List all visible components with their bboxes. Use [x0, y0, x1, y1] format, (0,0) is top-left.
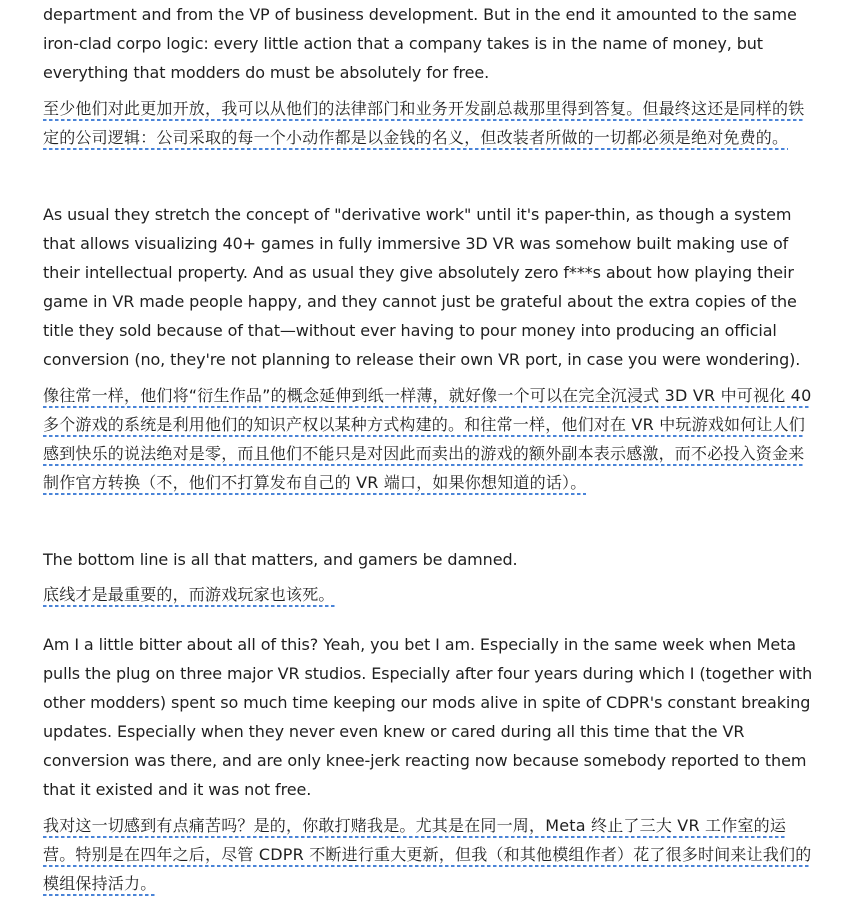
paragraph-english: As usual they stretch the concept of "derivative work" until it's paper-thin, as though a system that allows visualizing 40+ games in fully immersive 3D VR was somehow built making use of their intellectual property. And as usual they give absolutely zero f***s about how playing their game in VR made people happy, and they cannot just be grateful about the extra copies of the title they sold because of that—without ever having to pour money into producing an official conversion (no, they're not planning to release their own VR port, in case you were wondering). — [43, 205, 801, 369]
paragraph-translation — [43, 381, 815, 497]
paragraph-translation — [43, 580, 335, 609]
paragraph-english: department and from the VP of business development. But in the end it amounted to the same iron-clad corpo logic: every little action that a company takes is in the name of money, but everything that modders do must be absolutely for free. — [43, 5, 797, 82]
translation-text[interactable]: 至少他们对此更加开放，我可以从他们的法律部门和业务开发副总裁那里得到答复。但最终这还是同样的铁定的公司逻辑：公司采取的每一个小动作都是以金钱的名义，但改装者所做的一切都必须是绝对免费的。 — [43, 99, 804, 150]
paragraph-english: The bottom line is all that matters, and gamers be damned. — [43, 550, 518, 569]
translation-text[interactable]: 底线才是最重要的，而游戏玩家也该死。 — [43, 585, 335, 607]
paragraph-translation — [43, 94, 815, 152]
translation-text[interactable]: 像往常一样，他们将“衍生作品”的概念延伸到纸一样薄，就好像一个可以在完全沉浸式 3D VR 中可视化 40 多个游戏的系统是利用他们的知识产权以某种方式构建的。和往常一样，他们对在 VR 中玩游戏如何让人们感到快乐的说法绝对是零，而且他们不能只是对因此而卖出的游戏的额外副本表示感激，而不必投入资金来制作官方转换（不，他们不打算发布自己的 VR 端口，如果你想知道的话）。 — [43, 386, 811, 495]
translation-text[interactable]: 我对这一切感到有点痛苦吗？是的，你敢打赌我是。尤其是在同一周，Meta 终止了三大 VR 工作室的运营。特别是在四年之后，尽管 CDPR 不断进行重大更新，但我（和其他模组作者）花了很多时间来让我们的模组保持活力。 — [43, 816, 811, 896]
paragraph-english: Am I a little bitter about all of this? Yeah, you bet I am. Especially in the same week when Meta pulls the plug on three major VR studios. Especially after four years during which I (together with other modders) spent so much time keeping our mods alive in spite of CDPR's constant breaking updates. Especially when they never even knew or cared during all this time that the VR conversion was there, and are only knee-jerk reacting now because somebody reported to them that it existed and it was not free. — [43, 635, 813, 799]
paragraph-translation — [43, 811, 815, 898]
